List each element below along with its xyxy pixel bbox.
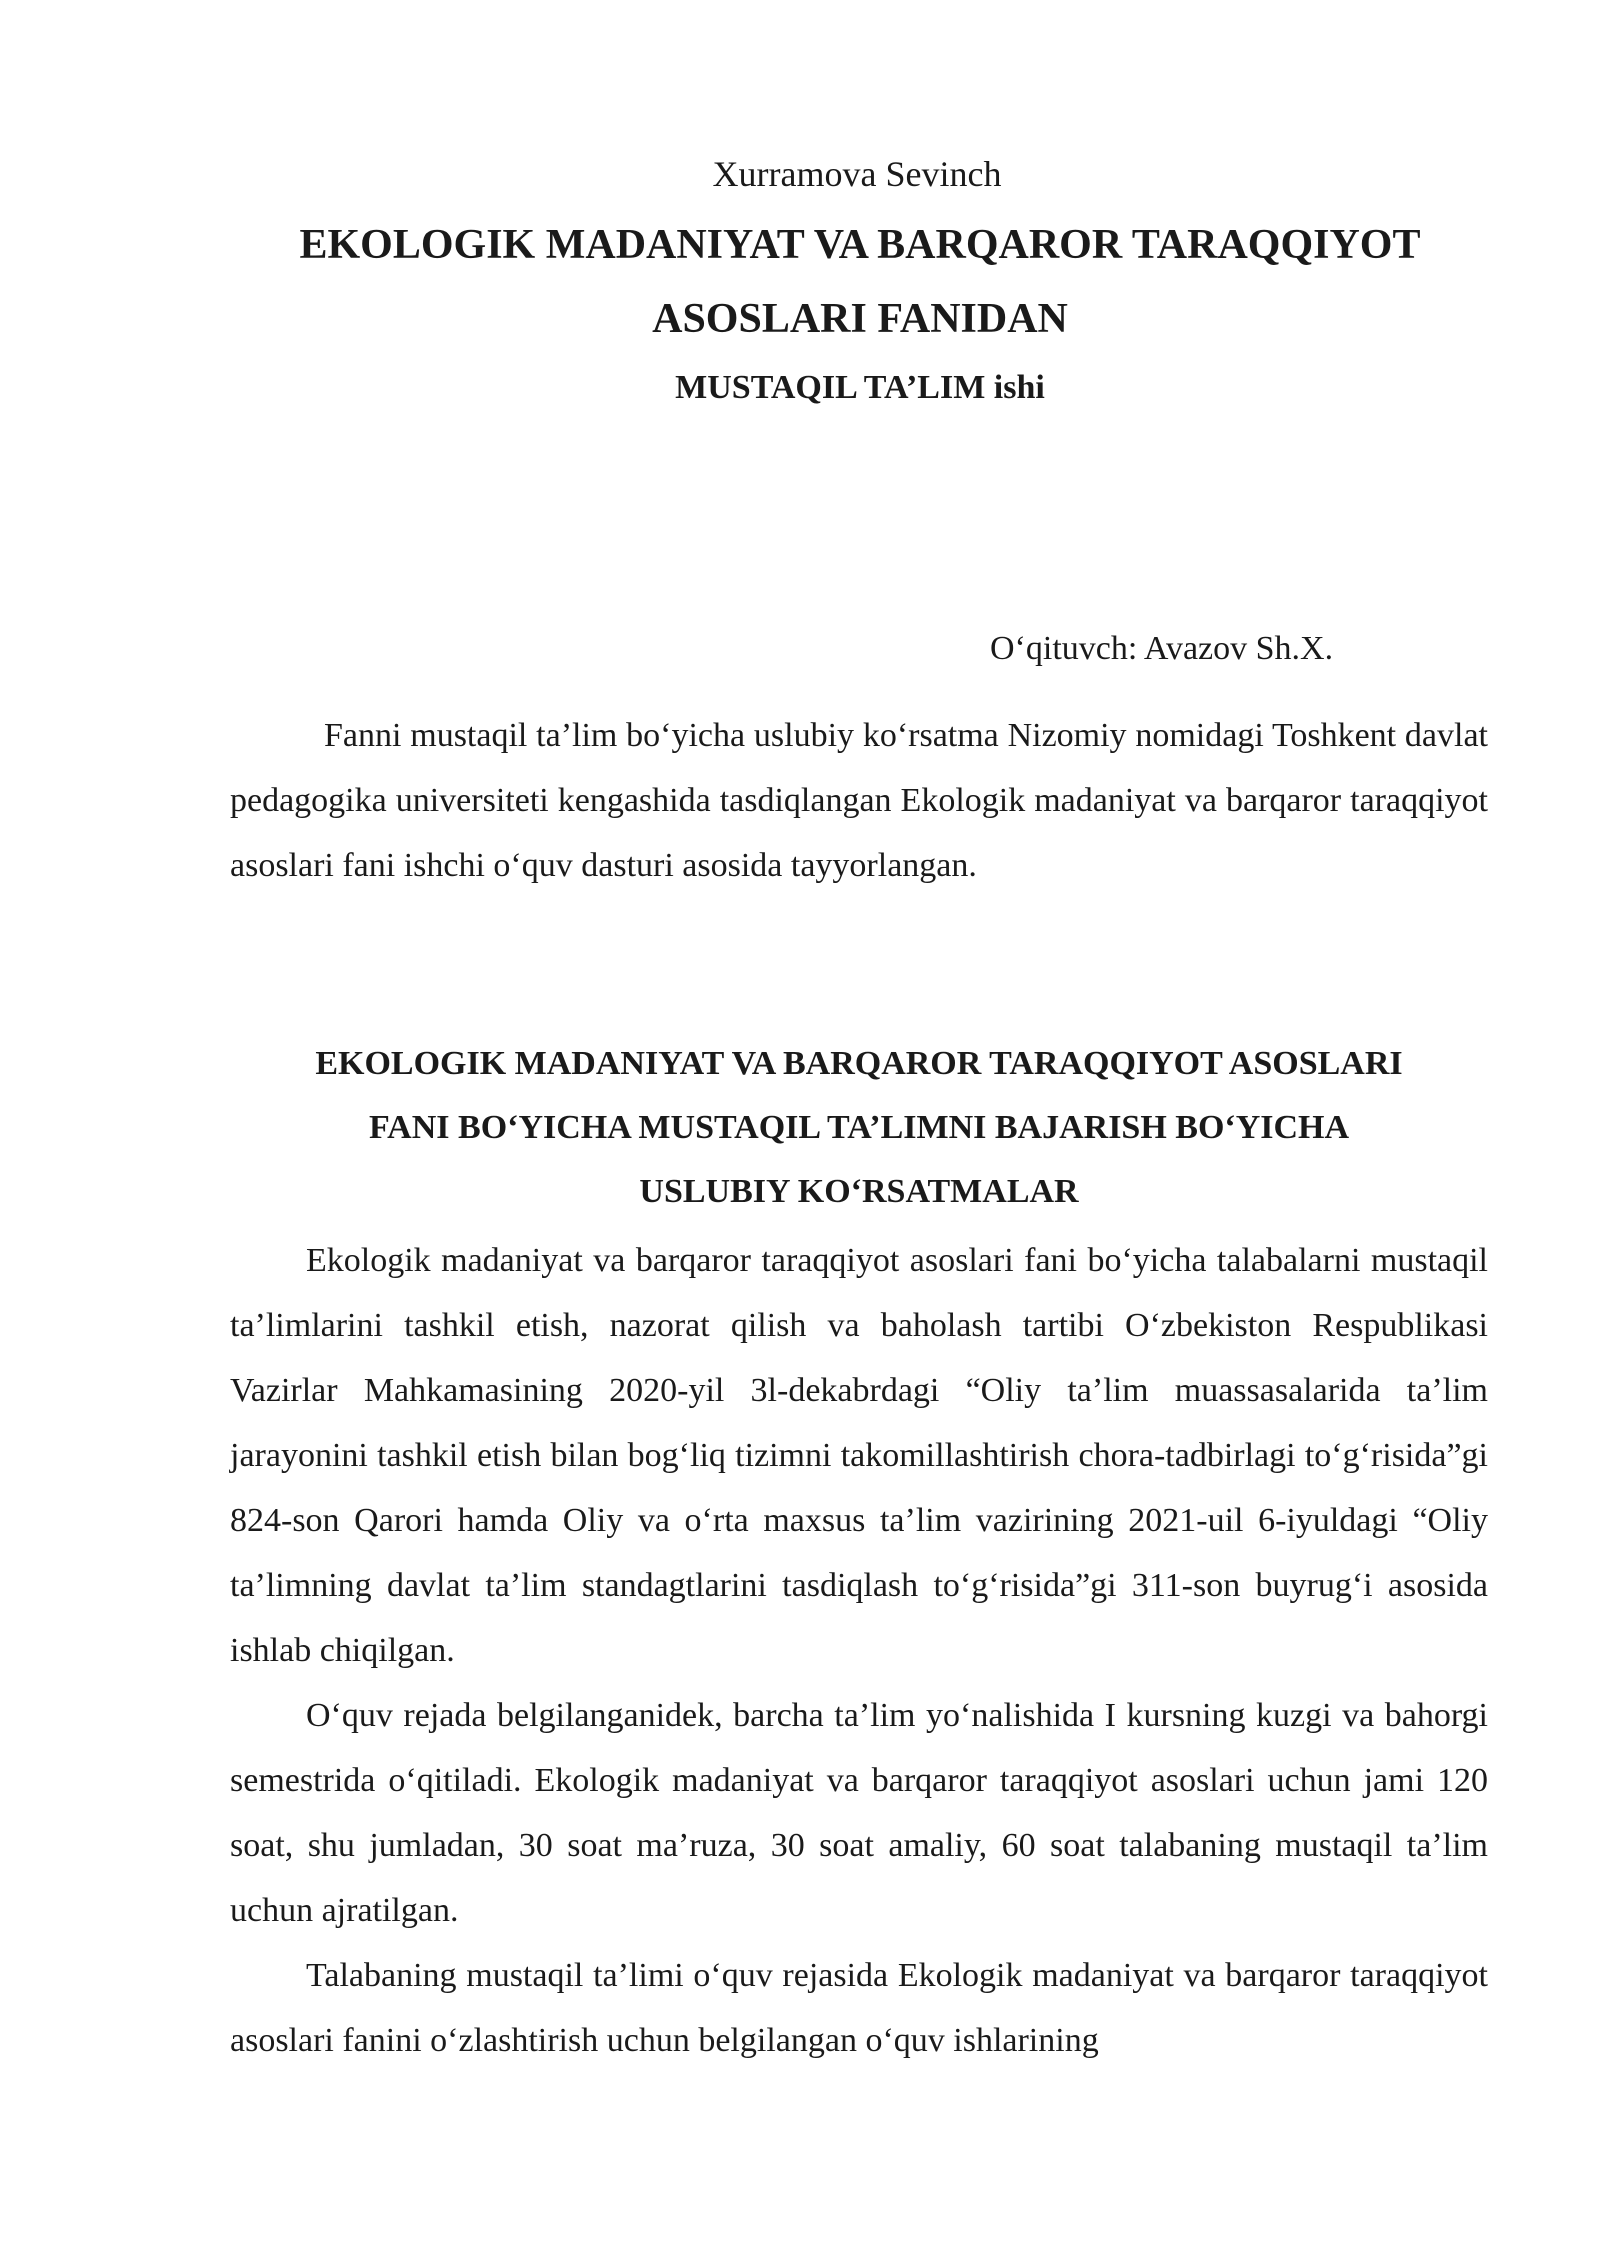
document-subtitle: MUSTAQIL TA’LIM ishi: [675, 369, 1045, 406]
section-heading: [230, 1032, 1488, 1224]
body-paragraph-3: Talabaning mustaqil ta’limi o‘quv rejasida Ekologik madaniyat va barqaror taraqqiyot asoslari fanini o‘zlashtirish uchun belgilangan o‘quv ishlarining: [230, 1957, 1488, 2059]
intro-paragraph: Fanni mustaqil ta’lim bo‘yicha uslubiy ko‘rsatma Nizomiy nomidagi Toshkent davlat pedagogika universiteti kengashida tasdiqlangan Ekologik madaniyat va barqaror taraqqiyot asoslari fani ishchi o‘quv dasturi asosida tayyorlangan.: [230, 717, 1488, 884]
document-title: [230, 208, 1490, 356]
section-heading-line-2: FANI BO‘YICHA MUSTAQIL TA’LIMNI BAJARISH BO‘YICHA: [368, 1109, 1350, 1146]
body-paragraph-2: O‘quv rejada belgilanganidek, barcha ta’lim yo‘nalishida I kursning kuzgi va bahorgi semestrida o‘qitiladi. Ekologik madaniyat va barqaror taraqqiyot asoslari uchun jami 120 soat, shu jumladan, 30 soat ma’ruza, 30 soat amaliy, 60 soat talabaning mustaqil ta’lim uchun ajratilgan.: [230, 1697, 1488, 1929]
section-heading-line-1: EKOLOGIK MADANIYAT VA BARQAROR TARAQQIYOT ASOSLARI: [315, 1045, 1403, 1082]
author-name: Xurramova Sevinch: [712, 154, 1002, 194]
document-title-line-2: ASOSLARI FANIDAN: [652, 296, 1068, 342]
teacher-name: O‘qituvch: Avazov Sh.X.: [990, 630, 1334, 667]
body-paragraph-1: Ekologik madaniyat va barqaror taraqqiyot asoslari fani bo‘yicha talabalarni mustaqil ta’limlarini tashkil etish, nazorat qilish va baholash tartibi O‘zbekiston Respublikasi Vazirlar Mahkamasining 2020-yil 3l-dekabrdagi “Oliy ta’lim muassasalarida ta’lim jarayonini tashkil etish bilan bog‘liq tizimni takomillashtirish chora-tadbirlagi to‘g‘risida”gi 824-son Qarori hamda Oliy va o‘rta maxsus ta’lim vazirining 2021-uil 6-iyuldagi “Oliy ta’limning davlat ta’lim standagtlarini tasdiqlash to‘g‘risida”gi 311-son buyrug‘i asosida ishlab chiqilgan.: [230, 1242, 1488, 1669]
body-text: [230, 1228, 1488, 2073]
document-title-line-1: EKOLOGIK MADANIYAT VA BARQAROR TARAQQIYOT: [299, 222, 1421, 268]
section-heading-line-3: USLUBIY KO‘RSATMALAR: [639, 1173, 1079, 1210]
